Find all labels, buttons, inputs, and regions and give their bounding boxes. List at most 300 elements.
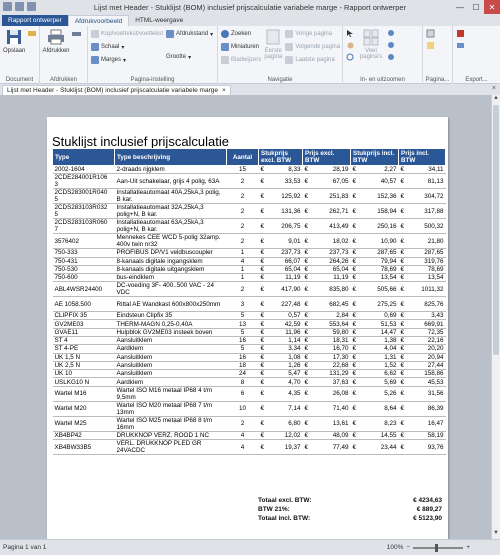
ribbon-tabs <box>0 14 500 26</box>
ribbon <box>0 26 500 84</box>
group-zoom: Veel pagina's In- en uitzoomen <box>343 26 423 84</box>
quantity-cell: 4 <box>227 440 259 455</box>
type-cell: 2CDE284001R106 3 <box>53 174 115 189</box>
currency-symbol: € <box>304 378 309 386</box>
app-icon <box>3 2 12 11</box>
currency-symbol: € <box>260 390 265 398</box>
open-folder-icon[interactable] <box>28 29 36 37</box>
total-excl-row: Totaal excl. BTW: € 4234,63 <box>258 497 442 504</box>
type-cell: 2CDS283001R040 5 <box>53 189 115 204</box>
price-cell <box>399 189 446 204</box>
minimize-button[interactable]: — <box>456 2 464 12</box>
page-indicator: Pagina 1 van 1 <box>3 544 47 551</box>
table-row <box>53 249 446 257</box>
price-value: 158,94 <box>377 207 397 215</box>
table-row <box>53 257 446 265</box>
export-icon[interactable] <box>456 29 465 38</box>
quantity-cell: 24 <box>227 370 259 378</box>
type-cell: UK 10 <box>53 370 115 378</box>
currency-symbol: € <box>352 345 357 353</box>
price-cell <box>303 336 351 344</box>
status-bar <box>0 539 500 555</box>
price-cell <box>351 386 399 401</box>
maximize-button[interactable]: ☐ <box>472 2 480 12</box>
quantity-cell: 3 <box>227 297 259 312</box>
price-cell <box>351 320 399 328</box>
currency-symbol: € <box>260 353 265 361</box>
type-cell: CLIPFIX 35 <box>53 312 115 320</box>
scroll-up-icon[interactable]: ▲ <box>493 95 499 101</box>
zoom-level[interactable]: 100% <box>386 544 404 551</box>
currency-symbol: € <box>352 192 357 200</box>
vertical-scrollbar[interactable] <box>491 95 500 539</box>
currency-symbol: € <box>304 166 309 174</box>
price-cell <box>399 361 446 369</box>
price-cell <box>399 297 446 312</box>
type-cell: 2CDS283103R060 7 <box>53 219 115 234</box>
price-value: 40,57 <box>380 177 397 185</box>
price-value: 20,94 <box>427 353 444 361</box>
price-cell <box>399 386 446 401</box>
price-value: 93,76 <box>427 443 444 451</box>
price-cell <box>303 312 351 320</box>
price-value: 553,64 <box>329 320 349 328</box>
type-cell: 750-333 <box>53 249 115 257</box>
price-cell <box>351 189 399 204</box>
orientation-button[interactable]: Afdrukstand ▾ <box>166 29 213 39</box>
price-cell <box>259 401 303 416</box>
currency-symbol: € <box>304 192 309 200</box>
price-value: 12,02 <box>284 431 301 439</box>
currency-symbol: € <box>352 249 357 257</box>
currency-symbol: € <box>260 192 265 200</box>
price-value: 237,73 <box>281 249 301 257</box>
scroll-down-icon[interactable]: ▼ <box>493 530 499 536</box>
description-cell: Installatieautomaat 40A,25kA,3 polig, B kar. <box>115 189 227 204</box>
price-cell <box>303 345 351 353</box>
price-cell <box>399 234 446 249</box>
header-quantity: Aantal <box>227 149 259 166</box>
description-cell: Aan-Uit schakelaar, grijs 4 polig, 63A <box>115 174 227 189</box>
currency-symbol: € <box>352 312 357 320</box>
thumbnails-icon <box>221 43 229 51</box>
price-value: 27,44 <box>427 362 444 369</box>
header-type: Type <box>53 149 115 166</box>
price-cell <box>303 320 351 328</box>
price-value: 20,20 <box>427 345 444 353</box>
price-cell <box>259 440 303 455</box>
price-value: 825,76 <box>424 300 444 308</box>
tab-print-preview[interactable]: Afdrukvoorbeeld <box>68 15 129 26</box>
table-row <box>53 378 446 386</box>
zoom-select-icon[interactable] <box>346 53 355 62</box>
price-value: 1011,32 <box>421 285 444 293</box>
price-value: 37,63 <box>332 378 349 386</box>
type-cell: Wartel M25 <box>53 416 115 431</box>
currency-symbol: € <box>400 405 405 413</box>
total-incl-row: Totaal incl. BTW: € 5123,90 <box>258 515 442 522</box>
currency-symbol: € <box>260 207 265 215</box>
price-value: 22,68 <box>332 362 349 369</box>
price-cell <box>351 353 399 361</box>
currency-symbol: € <box>400 266 405 274</box>
currency-symbol: € <box>352 405 357 413</box>
price-cell <box>303 204 351 219</box>
currency-symbol: € <box>400 192 405 200</box>
price-cell <box>259 257 303 265</box>
description-cell: Mennekes CEE WCD 5-polig 32amp. 400v twin nr32 <box>115 234 227 249</box>
price-value: 0,57 <box>288 312 301 320</box>
last-page-button[interactable]: Laatste pagina <box>285 55 340 65</box>
price-value: 28,19 <box>332 166 349 174</box>
currency-symbol: € <box>304 420 309 428</box>
currency-symbol: € <box>400 353 405 361</box>
zoom-dropdown-icon[interactable] <box>387 53 396 62</box>
currency-symbol: € <box>260 166 265 174</box>
search-button[interactable]: Zoeken <box>221 29 261 39</box>
price-value: 2,84 <box>336 312 349 320</box>
description-cell: Aansluitklem <box>115 370 227 378</box>
quantity-cell: 6 <box>227 386 259 401</box>
description-cell: PROFIBUS DP/V1 veldbuscoupler <box>115 249 227 257</box>
price-value: 13,61 <box>332 420 349 428</box>
price-cell <box>259 431 303 439</box>
many-pages-button[interactable]: Veel pagina's <box>358 28 384 84</box>
currency-symbol: € <box>260 249 265 257</box>
currency-symbol: € <box>352 166 357 174</box>
table-row <box>53 282 446 297</box>
price-value: 6,62 <box>384 370 397 378</box>
description-cell: VERL. DRUKKNOP PLED GR 24VACDC <box>115 440 227 455</box>
table-header <box>53 149 446 166</box>
price-cell <box>351 265 399 273</box>
price-value: 682,45 <box>329 300 349 308</box>
price-value: 31,56 <box>427 390 444 398</box>
price-cell <box>259 274 303 282</box>
price-value: 8,23 <box>384 420 397 428</box>
save-button[interactable]: Opslaan <box>3 28 25 84</box>
price-value: 22,16 <box>427 337 444 345</box>
price-cell <box>303 282 351 297</box>
price-cell <box>399 219 446 234</box>
price-cell <box>399 174 446 189</box>
group-page-background: Pagina... <box>423 26 453 84</box>
group-document: Opslaan Document <box>0 26 40 84</box>
price-cell <box>259 219 303 234</box>
price-cell <box>303 219 351 234</box>
save-quick-icon[interactable] <box>15 2 24 11</box>
thumbnails-button[interactable]: Miniaturen <box>221 42 261 52</box>
price-value: 7,14 <box>288 405 301 413</box>
price-value: 18,02 <box>332 237 349 245</box>
table-row <box>53 386 446 401</box>
quantity-cell: 5 <box>227 328 259 336</box>
price-cell <box>399 204 446 219</box>
header-footer-icon <box>91 30 99 38</box>
description-cell: Installatieautomaat 63A,25kA,3 polig+N, B kar. <box>115 219 227 234</box>
tab-html-view[interactable]: HTML-weergave <box>135 17 184 24</box>
price-cell <box>399 249 446 257</box>
price-value: 6,80 <box>288 420 301 428</box>
price-cell <box>399 166 446 174</box>
currency-symbol: € <box>400 337 405 345</box>
price-cell <box>351 370 399 378</box>
currency-symbol: € <box>352 420 357 428</box>
quantity-cell: 1 <box>227 274 259 282</box>
currency-symbol: € <box>260 300 265 308</box>
price-cell <box>303 328 351 336</box>
zoom-slider[interactable] <box>413 547 463 549</box>
price-cell <box>303 274 351 282</box>
first-page-icon <box>264 28 282 46</box>
price-cell <box>259 204 303 219</box>
currency-symbol: € <box>260 222 265 230</box>
price-cell <box>303 353 351 361</box>
price-cell <box>303 361 351 369</box>
currency-symbol: € <box>352 266 357 274</box>
type-cell: 750-600 <box>53 274 115 282</box>
currency-symbol: € <box>400 274 405 282</box>
price-value: 8,33 <box>288 166 301 174</box>
currency-symbol: € <box>352 320 357 328</box>
price-value: 78,69 <box>380 266 397 274</box>
orientation-icon <box>166 30 174 38</box>
page-color-icon[interactable] <box>426 29 435 38</box>
currency-symbol: € <box>260 337 265 345</box>
quantity-cell: 16 <box>227 336 259 344</box>
price-value: 206,75 <box>281 222 301 230</box>
description-cell: THERM-MAGN 0,25-0,40A <box>115 320 227 328</box>
currency-symbol: € <box>352 300 357 308</box>
price-value: 10,90 <box>380 237 397 245</box>
price-cell <box>351 257 399 265</box>
scale-button[interactable]: Schaal ▾ <box>91 42 163 52</box>
type-cell: 750-431 <box>53 257 115 265</box>
zoom-out-button[interactable]: − <box>406 544 411 551</box>
quantity-cell: 4 <box>227 431 259 439</box>
close-all-icon[interactable]: × <box>491 85 496 92</box>
price-value: 0,69 <box>384 312 397 320</box>
currency-symbol: € <box>304 177 309 185</box>
first-page-button[interactable]: Eerste pagina <box>264 28 282 84</box>
title-bar <box>0 0 500 14</box>
price-cell <box>259 328 303 336</box>
price-value: 3,43 <box>431 312 444 320</box>
price-value: 81,13 <box>427 177 444 185</box>
undo-icon[interactable] <box>27 2 36 11</box>
table-row <box>53 265 446 273</box>
document-tab[interactable]: Lijst met Header - Stuklijst (BOM) inclusief prijscalculatie variabele marge × <box>2 85 231 95</box>
price-cell <box>303 440 351 455</box>
price-cell <box>399 312 446 320</box>
currency-symbol: € <box>400 249 405 257</box>
price-value: 14,55 <box>380 431 397 439</box>
currency-symbol: € <box>400 300 405 308</box>
quantity-cell: 2 <box>227 204 259 219</box>
table-row <box>53 370 446 378</box>
hand-icon[interactable] <box>346 41 355 50</box>
price-cell <box>399 416 446 431</box>
price-cell <box>303 431 351 439</box>
price-value: 11,96 <box>285 328 301 336</box>
currency-symbol: € <box>352 257 357 265</box>
email-icon[interactable] <box>456 41 465 50</box>
table-row <box>53 234 446 249</box>
table-row <box>53 361 446 369</box>
price-cell <box>303 416 351 431</box>
price-value: 237,73 <box>329 249 349 257</box>
type-cell: GVAE11 <box>53 328 115 336</box>
zoom-out-icon[interactable] <box>387 41 396 50</box>
price-value: 131,29 <box>329 370 349 378</box>
currency-symbol: € <box>260 328 265 336</box>
price-cell <box>259 336 303 344</box>
document-tab-close-icon[interactable]: × <box>221 87 226 94</box>
price-value: 13,54 <box>380 274 397 282</box>
price-value: 251,83 <box>329 192 349 200</box>
print-button[interactable]: Afdrukken <box>43 28 69 84</box>
price-value: 13,54 <box>427 274 444 282</box>
type-cell: 3576402 <box>53 234 115 249</box>
group-navigation: Zoeken Miniaturen Bladwijzers Eerste pagina Vorige pagina Volgende pagina Laatste pagina Navigatie <box>218 26 343 84</box>
watermark-icon[interactable] <box>426 41 435 50</box>
zoom-control <box>387 544 470 551</box>
description-cell: Hulpblok GV2ME03 insteek boven <box>115 328 227 336</box>
table-row <box>53 328 446 336</box>
price-cell <box>399 431 446 439</box>
quantity-cell: 1 <box>227 265 259 273</box>
currency-symbol: € <box>400 237 405 245</box>
bookmarks-button[interactable]: Bladwijzers <box>221 55 261 65</box>
description-cell: Aansluitklem <box>115 353 227 361</box>
price-value: 5,69 <box>384 378 397 386</box>
currency-symbol: € <box>400 207 405 215</box>
currency-symbol: € <box>260 320 265 328</box>
quantity-cell: 18 <box>227 361 259 369</box>
price-value: 79,94 <box>380 257 397 265</box>
currency-symbol: € <box>352 328 357 336</box>
price-cell <box>399 274 446 282</box>
price-cell <box>259 189 303 204</box>
tab-report-designer[interactable]: Rapport ontwerper <box>2 15 68 26</box>
price-value: 1,26 <box>288 362 301 369</box>
price-value: 9,01 <box>288 237 301 245</box>
header-footer-button[interactable]: Kop/voettekst/voettekst <box>91 29 163 39</box>
bookmarks-icon <box>221 56 229 64</box>
price-cell <box>303 257 351 265</box>
price-value: 77,49 <box>332 443 349 451</box>
table-row <box>53 431 446 439</box>
currency-symbol: € <box>304 353 309 361</box>
currency-symbol: € <box>400 420 405 428</box>
price-value: 1,08 <box>288 353 301 361</box>
price-cell <box>351 336 399 344</box>
window-title: Lijst met Header - Stuklijst (BOM) inclusief prijscalculatie variabele marge - Rapport ontwerper <box>93 2 407 12</box>
margins-button[interactable]: Marges ▾ <box>91 55 163 65</box>
currency-symbol: € <box>400 177 405 185</box>
zoom-in-button[interactable]: + <box>466 544 470 551</box>
price-cell <box>351 249 399 257</box>
currency-symbol: € <box>352 237 357 245</box>
type-cell: Wartel M16 <box>53 386 115 401</box>
table-row <box>53 297 446 312</box>
currency-symbol: € <box>400 312 405 320</box>
price-value: 8,64 <box>384 405 397 413</box>
table-row <box>53 219 446 234</box>
table-row <box>53 416 446 431</box>
price-value: 131,36 <box>281 207 301 215</box>
currency-symbol: € <box>400 328 405 336</box>
price-cell <box>351 234 399 249</box>
price-cell <box>259 282 303 297</box>
header-price-excl: Prijs excl. BTW <box>303 149 351 166</box>
zoom-slider-knob[interactable] <box>435 544 438 552</box>
bom-table <box>52 148 446 455</box>
quantity-cell: 1 <box>227 249 259 257</box>
table-row <box>53 336 446 344</box>
currency-symbol: € <box>260 345 265 353</box>
close-button[interactable]: ✕ <box>484 0 500 14</box>
pointer-icon[interactable] <box>346 29 355 38</box>
price-value: 413,49 <box>329 222 349 230</box>
price-cell <box>303 265 351 273</box>
currency-symbol: € <box>400 362 405 369</box>
currency-symbol: € <box>260 431 265 439</box>
scroll-thumb[interactable] <box>493 105 499 355</box>
price-value: 16,70 <box>332 345 349 353</box>
zoom-in-icon[interactable] <box>387 29 396 38</box>
currency-symbol: € <box>352 370 357 378</box>
price-value: 1,14 <box>288 337 301 345</box>
size-button[interactable]: Grootte ▾ <box>166 54 192 61</box>
table-row <box>53 189 446 204</box>
price-value: 4,35 <box>288 390 301 398</box>
next-page-button[interactable]: Volgende pagina <box>285 42 340 52</box>
price-cell <box>259 174 303 189</box>
currency-symbol: € <box>304 237 309 245</box>
table-row <box>53 204 446 219</box>
type-cell: ABL4WSR24400 <box>53 282 115 297</box>
price-cell <box>303 234 351 249</box>
description-cell: Installatieautomaat 32A,25kA,3 polig+N, B kar. <box>115 204 227 219</box>
price-value: 21,80 <box>427 237 444 245</box>
price-cell <box>351 204 399 219</box>
type-cell: 2CDS283103R032 5 <box>53 204 115 219</box>
price-value: 33,53 <box>284 177 301 185</box>
price-cell <box>351 401 399 416</box>
header-unit-excl: Stukprijs excl. BTW <box>259 149 303 166</box>
table-row <box>53 174 446 189</box>
price-value: 16,47 <box>427 420 444 428</box>
currency-symbol: € <box>260 274 265 282</box>
table-row <box>53 312 446 320</box>
price-cell <box>351 345 399 353</box>
type-cell: ST 4 <box>53 336 115 344</box>
price-cell <box>399 401 446 416</box>
table-row <box>53 166 446 174</box>
currency-symbol: € <box>304 345 309 353</box>
printer-icon <box>47 28 65 46</box>
quick-print-icon[interactable] <box>72 29 81 38</box>
price-value: 125,92 <box>281 192 301 200</box>
table-row <box>53 274 446 282</box>
price-value: 835,80 <box>329 285 349 293</box>
currency-symbol: € <box>352 337 357 345</box>
currency-symbol: € <box>352 362 357 369</box>
price-value: 23,44 <box>380 443 397 451</box>
prev-page-button[interactable]: Vorige pagina <box>285 29 340 39</box>
currency-symbol: € <box>260 443 265 451</box>
